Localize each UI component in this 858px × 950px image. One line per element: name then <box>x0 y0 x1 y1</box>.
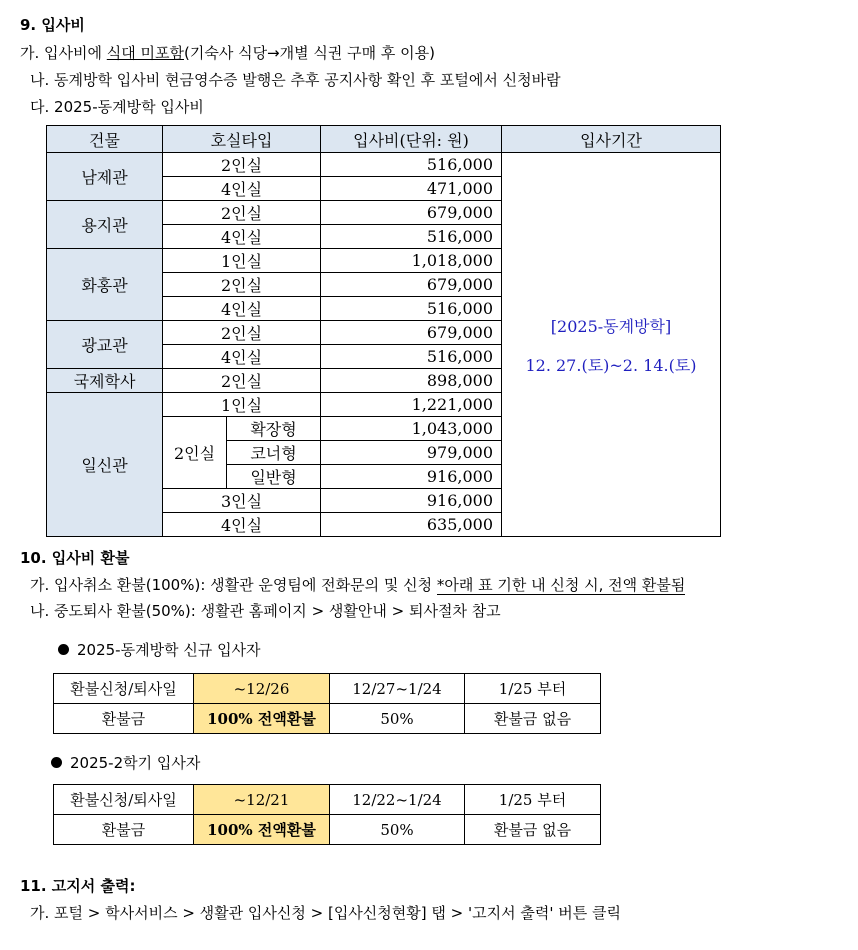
room-type-double: 2인실 <box>163 417 227 489</box>
building-yongji: 용지관 <box>47 201 163 249</box>
room-type: 2인실 <box>163 369 321 393</box>
room-type: 2인실 <box>163 321 321 345</box>
room-type: 1인실 <box>163 249 321 273</box>
room-type: 4인실 <box>163 225 321 249</box>
period-cell <box>502 153 721 537</box>
refund-full: 100% 전액환불 <box>194 704 330 734</box>
period-title: [2025-동계방학] <box>550 316 672 336</box>
fee-value: 679,000 <box>321 273 502 297</box>
table-row <box>54 815 601 845</box>
winter-refund-label <box>58 640 261 660</box>
room-type: 4인실 <box>163 297 321 321</box>
refund-deadline-note: *아래 표 기한 내 신청 시, 전액 환불됨 <box>436 576 686 594</box>
section-9-item-ga <box>20 43 435 63</box>
meal-excluded-note: 식대 미포함 <box>106 44 184 62</box>
section-9-title: 9. 입사비 <box>20 16 85 34</box>
fee-value: 516,000 <box>321 297 502 321</box>
room-type: 1인실 <box>163 393 321 417</box>
table-header-row <box>47 126 721 153</box>
section-10-title: 10. 입사비 환불 <box>20 549 130 567</box>
building-hwahong: 화홍관 <box>47 249 163 321</box>
room-type: 2인실 <box>163 201 321 225</box>
section-9-item-na: 나. 동계방학 입사비 현금영수증 발행은 추후 공지사항 확인 후 포털에서 신청바람 <box>30 71 561 89</box>
refund-period-none: 1/25 부터 <box>465 785 601 815</box>
refund-period-full: ~12/21 <box>194 785 330 815</box>
refund-half: 50% <box>330 815 465 845</box>
fee-value: 898,000 <box>321 369 502 393</box>
table-row <box>54 674 601 704</box>
room-type: 4인실 <box>163 177 321 201</box>
fee-value: 1,043,000 <box>321 417 502 441</box>
fee-value: 979,000 <box>321 441 502 465</box>
building-gwanggyo: 광교관 <box>47 321 163 369</box>
refund-header: 환불신청/퇴사일 <box>54 785 194 815</box>
fee-value: 679,000 <box>321 201 502 225</box>
section-11-title: 11. 고지서 출력: <box>20 877 136 895</box>
table-row <box>47 153 721 177</box>
room-type: 4인실 <box>163 513 321 537</box>
refund-period-half: 12/22~1/24 <box>330 785 465 815</box>
section-11-item-ga: 가. 포털 > 학사서비스 > 생활관 입사신청 > [입사신청현황] 탭 > '고지서 출력' 버튼 클릭 <box>30 904 621 922</box>
fee-value: 916,000 <box>321 465 502 489</box>
refund-amount-label: 환불금 <box>54 815 194 845</box>
building-international: 국제학사 <box>47 369 163 393</box>
refund-half: 50% <box>330 704 465 734</box>
room-type: 2인실 <box>163 153 321 177</box>
item-ga-prefix: 가. 입사비에 <box>20 44 107 62</box>
refund-amount-label: 환불금 <box>54 704 194 734</box>
winter-refund-table <box>53 673 601 734</box>
fee-value: 1,221,000 <box>321 393 502 417</box>
item-ga-prefix: 가. 입사취소 환불(100%): 생활관 운영팀에 전화문의 및 신청 <box>30 576 437 594</box>
building-namje: 남제관 <box>47 153 163 201</box>
header-room-type: 호실타입 <box>163 126 321 153</box>
winter-label-text: 2025-동계방학 신규 입사자 <box>77 641 261 659</box>
section-10-item-na: 나. 중도퇴사 환불(50%): 생활관 홈페이지 > 생활안내 > 퇴사절차 참고 <box>30 602 501 620</box>
fee-value: 516,000 <box>321 345 502 369</box>
item-ga-suffix: (기숙사 식당→개별 식권 구매 후 이용) <box>183 44 435 62</box>
fee-value: 635,000 <box>321 513 502 537</box>
room-type: 4인실 <box>163 345 321 369</box>
fee-value: 1,018,000 <box>321 249 502 273</box>
fee-value: 471,000 <box>321 177 502 201</box>
fee-value: 679,000 <box>321 321 502 345</box>
semester-refund-table <box>53 784 601 845</box>
bullet-icon <box>51 757 62 768</box>
refund-period-none: 1/25 부터 <box>465 674 601 704</box>
refund-period-half: 12/27~1/24 <box>330 674 465 704</box>
refund-none: 환불금 없음 <box>465 704 601 734</box>
room-type: 3인실 <box>163 489 321 513</box>
fee-value: 916,000 <box>321 489 502 513</box>
fee-value: 516,000 <box>321 225 502 249</box>
table-row <box>54 704 601 734</box>
room-type: 2인실 <box>163 273 321 297</box>
semester-label-text: 2025-2학기 입사자 <box>70 754 201 772</box>
room-subtype: 코너형 <box>227 441 321 465</box>
building-ilsin: 일신관 <box>47 393 163 537</box>
section-10-item-ga <box>30 575 685 595</box>
fee-value: 516,000 <box>321 153 502 177</box>
refund-period-full: ~12/26 <box>194 674 330 704</box>
section-9-item-da: 다. 2025-동계방학 입사비 <box>30 98 204 116</box>
refund-none: 환불금 없음 <box>465 815 601 845</box>
room-subtype: 확장형 <box>227 417 321 441</box>
refund-header: 환불신청/퇴사일 <box>54 674 194 704</box>
bullet-icon <box>58 644 69 655</box>
table-row <box>54 785 601 815</box>
room-subtype: 일반형 <box>227 465 321 489</box>
refund-full: 100% 전액환불 <box>194 815 330 845</box>
header-period: 입사기간 <box>502 126 721 153</box>
semester-refund-label <box>51 753 200 773</box>
period-dates: 12. 27.(토)~2. 14.(토) <box>525 355 697 375</box>
header-fee: 입사비(단위: 원) <box>321 126 502 153</box>
dormitory-fee-table <box>46 125 721 537</box>
header-building: 건물 <box>47 126 163 153</box>
